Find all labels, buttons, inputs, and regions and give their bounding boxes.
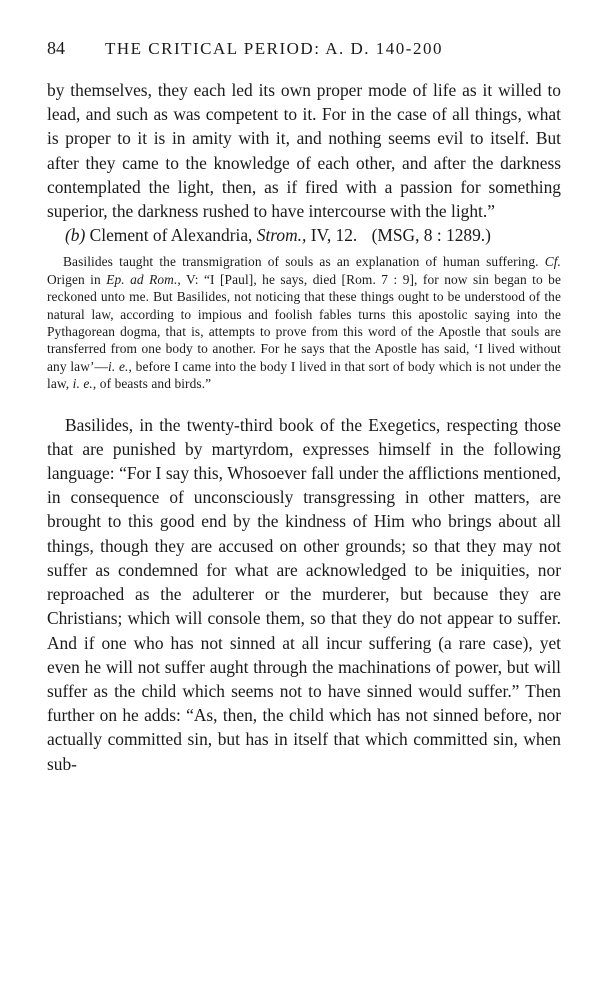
main-paragraph: Basilides, in the twenty-third book of the Exegetics, respecting those that are punished by martyrdom, expresses himself in the following language: “For I say this, Whosoever fall under the afflictions mentioned, in consequence of unconsciously transgressing in other matters, are brought to this good end by the kindness of Him who brings about all things, though they are accused on other grounds; so that they may not suffer as condemned for what are acknowledged to be iniquities, nor reproached as the adulterer or the murderer, but because they are Christians; which will console them, so that they do not appear to suffer. And if one who has not sinned at all incur suffering (a rare case), yet even he will not suffer aught through the machinations of power, but will suffer as the child which seems not to have sinned would suffer.” Then further on he adds: “As, then, the child which has not sinned before, nor actually committed sin, but has in itself that which committed sin, when sub- [47, 414, 561, 774]
note-text-5: , of beasts and birds.” [92, 376, 212, 392]
main-text [47, 413, 561, 776]
source-author: Clement of Alexandria, [89, 225, 253, 246]
page-number: 84 [47, 38, 65, 58]
source-label: (b) [65, 225, 86, 246]
note-text-3: , V: “I [Paul], he says, died [Rom. 7 : 9], for now sin began to be reckoned unto me. But Basilides, not noticing that these things ought to be understood of the natural law, according to impious and foolish fables turns this apostolic saying into the Pythagorean dogma, that is, attempts to prove from this word of the Apostle that souls are transferred from one body to another. For he says that the Apostle has said, ‘I lived without any law’— [47, 271, 562, 374]
source-reference-msg: (MSG, 8 : 1289.) [371, 225, 491, 246]
editorial-note [47, 253, 561, 392]
note-cf: Cf. [544, 254, 561, 270]
note-text-4: , before I came into the body I lived in that sort of body which is not under the law, [47, 358, 561, 392]
body-text [47, 78, 561, 247]
note-ie-2: i. e. [72, 376, 93, 392]
book-page [47, 38, 561, 776]
note-ep: Ep. ad Rom. [106, 271, 178, 287]
note-text-2: Origen in [47, 271, 107, 287]
source-citation [47, 223, 561, 247]
source-work: Strom., [256, 225, 307, 246]
note-paragraph [47, 253, 561, 392]
source-reference: IV, 12. [310, 225, 358, 246]
note-ie-1: i. e. [108, 358, 129, 374]
running-title: THE CRITICAL PERIOD: A. D. 140-200 [105, 39, 443, 58]
note-text-1: Basilides taught the transmigration of souls as an explanation of human suffering. [63, 254, 545, 270]
page-header [47, 38, 561, 68]
continued-paragraph: by themselves, they each led its own proper mode of life as it willed to lead, and such as was competent to it. For in the case of all things, what is proper to it is in amity with it, and nothing seems evil to itself. But after they came to the knowledge of each other, and after the darkness contemplated the light, then, as if fired with a passion for something superior, the darkness rushed to have intercourse with the light.” [47, 80, 561, 222]
